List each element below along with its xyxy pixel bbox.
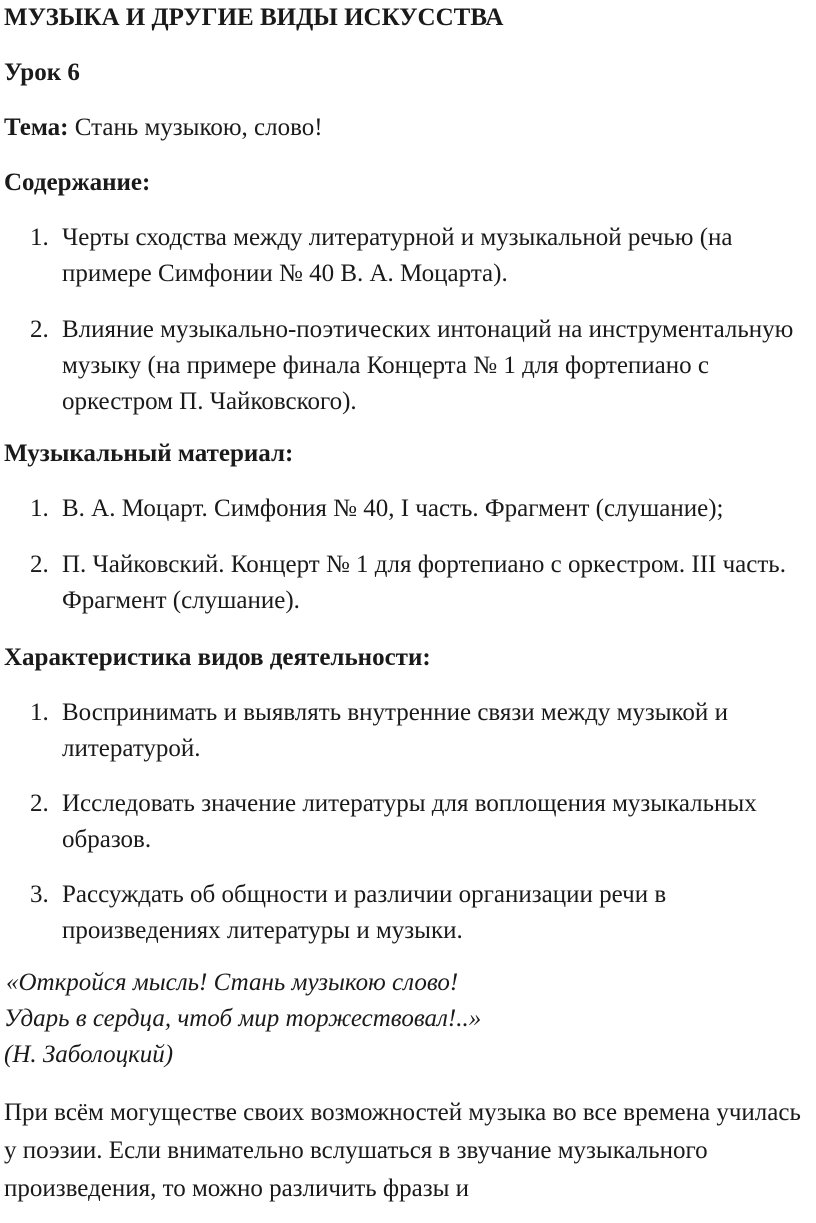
list-item	[0, 220, 806, 292]
lesson-topic	[4, 110, 806, 146]
topic-label: Тема:	[4, 114, 69, 141]
list-item-number: 1.	[30, 699, 49, 726]
list-item-text: Исследовать значение литературы для воплощения музыкальных образов.	[62, 790, 757, 853]
list-item-text: П. Чайковский. Концерт № 1 для фортепиано с оркестром. III часть. Фрагмент (слушание).	[62, 551, 786, 614]
epigraph-author: (Н. Заболоцкий)	[4, 1041, 174, 1068]
list-item-text: Рассуждать об общности и различии организации речи в произведениях литературы и музыки.	[62, 881, 667, 944]
list-item	[0, 491, 806, 527]
list-item-number: 2.	[30, 790, 49, 817]
document-title: МУЗЫКА И ДРУГИЕ ВИДЫ ИСКУССТВА	[4, 4, 504, 31]
epigraph-line: «Откройся мысль! Стань музыкою слово!	[6, 969, 459, 996]
material-list	[0, 491, 806, 619]
list-item-number: 1.	[30, 224, 49, 251]
list-item	[0, 877, 806, 949]
list-item	[0, 312, 806, 420]
list-item-number: 1.	[30, 495, 49, 522]
topic-text: Стань музыкою, слово!	[68, 114, 323, 141]
list-item-text: В. А. Моцарт. Симфония № 40, I часть. Фрагмент (слушание);	[62, 495, 724, 522]
list-item-text: Влияние музыкально-поэтических интонаций на инструментальную музыку (на примере финала Концерта № 1 для фортепиано с оркестром П. Чайковского).	[62, 316, 794, 415]
content-list	[0, 220, 806, 420]
list-item-text: Воспринимать и выявлять внутренние связи между музыкой и литературой.	[62, 699, 728, 762]
activities-list	[0, 695, 806, 949]
epigraph-line: Ударь в сердца, чтоб мир торжествовал!..»	[4, 1005, 482, 1032]
list-item-text: Черты сходства между литературной и музыкальной речью (на примере Симфонии № 40 В. А. Моцарта).	[62, 224, 733, 287]
list-item	[0, 547, 806, 619]
content-heading: Содержание:	[4, 169, 151, 196]
list-item-number: 2.	[30, 551, 49, 578]
list-item-number: 3.	[30, 881, 49, 908]
list-item	[0, 695, 806, 767]
list-item	[0, 786, 806, 858]
material-heading: Музыкальный материал:	[4, 440, 294, 467]
epigraph	[4, 965, 481, 1073]
lesson-number: Урок 6	[4, 59, 80, 86]
list-item-number: 2.	[30, 316, 49, 343]
activities-heading: Характеристика видов деятельности:	[4, 644, 431, 671]
body-paragraph: При всём могуществе своих возможностей музыка во все времена училась у поэзии. Если внимательно вслушаться в звучание музыкального произведения, то можно различить фразы и	[4, 1099, 801, 1202]
